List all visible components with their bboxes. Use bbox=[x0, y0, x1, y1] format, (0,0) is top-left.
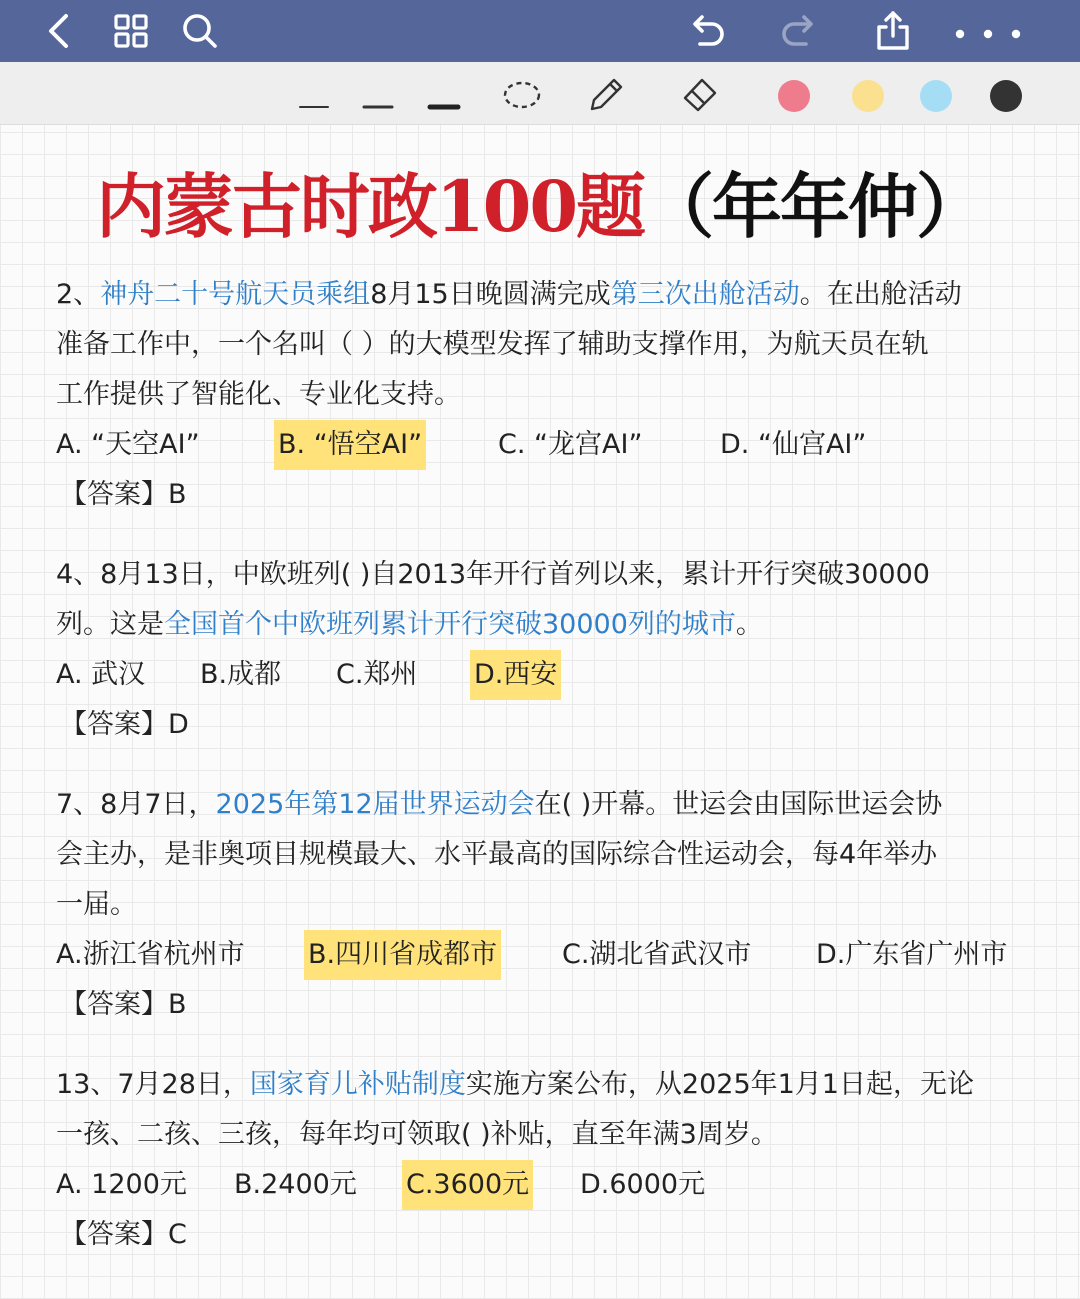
option-a[interactable]: A. “天空AI” bbox=[56, 429, 200, 460]
back-icon[interactable] bbox=[36, 8, 82, 54]
redo-icon[interactable] bbox=[776, 8, 822, 54]
question-stem-line: 一孩、二孩、三孩，每年均可领取( )补贴，直至年满3周岁。 bbox=[56, 1119, 778, 1150]
line-thick-icon[interactable] bbox=[424, 74, 464, 114]
option-d[interactable]: D. “仙宫AI” bbox=[720, 429, 867, 460]
option-a[interactable]: A. 武汉 bbox=[56, 659, 146, 690]
stem-segment: 4、8月13日，中欧班列( )自2013年开行首列以来，累计开行突破30000 bbox=[56, 559, 930, 590]
option-b[interactable]: B.2400元 bbox=[234, 1169, 357, 1200]
color-swatch-blue[interactable] bbox=[920, 80, 952, 112]
question-block bbox=[56, 1060, 1032, 1260]
grid-icon[interactable] bbox=[108, 8, 154, 54]
option-a[interactable]: A.浙江省杭州市 bbox=[56, 939, 245, 970]
answer-text: 【答案】B bbox=[60, 479, 187, 510]
option-c[interactable]: C.湖北省武汉市 bbox=[562, 939, 752, 970]
question-stem-line bbox=[56, 270, 1032, 320]
options-row bbox=[56, 650, 1032, 700]
stem-highlight: 第三次出舱活动 bbox=[610, 279, 800, 310]
question-block bbox=[56, 270, 1032, 520]
answer-text: 【答案】D bbox=[60, 709, 189, 740]
color-swatch-yellow[interactable] bbox=[852, 80, 884, 112]
answer-text: 【答案】C bbox=[60, 1219, 187, 1250]
option-d-selected[interactable]: D.西安 bbox=[470, 650, 561, 700]
share-icon[interactable] bbox=[870, 8, 916, 54]
option-a[interactable]: A. 1200元 bbox=[56, 1169, 187, 1200]
stem-highlight: 全国首个中欧班列累计开行突破30000列的城市 bbox=[164, 609, 736, 640]
question-stem-line: 准备工作中，一个名叫（ ）的大模型发挥了辅助支撑作用，为航天员在轨 bbox=[56, 329, 929, 360]
options-row bbox=[56, 420, 1032, 470]
option-c[interactable]: C. “龙宫AI” bbox=[498, 429, 643, 460]
stem-segment: 在( )开幕。世运会由国际世运会协 bbox=[534, 789, 943, 820]
color-swatch-pink[interactable] bbox=[778, 80, 810, 112]
lasso-icon[interactable] bbox=[502, 74, 542, 114]
title-main: 内蒙古时政100题 bbox=[95, 165, 645, 248]
option-d[interactable]: D.6000元 bbox=[580, 1169, 706, 1200]
option-c[interactable]: C.郑州 bbox=[336, 659, 418, 690]
question-stem-line: 会主办，是非奥项目规模最大、水平最高的国际综合性运动会，每4年举办 bbox=[56, 839, 938, 870]
top-navigation-bar bbox=[0, 0, 1080, 62]
question-block bbox=[56, 550, 1032, 750]
question-stem-line: 一届。 bbox=[56, 889, 137, 920]
stem-segment: 。 bbox=[735, 609, 763, 640]
search-icon[interactable] bbox=[176, 8, 222, 54]
stem-segment: 8月15日晚圆满完成 bbox=[370, 279, 611, 310]
undo-icon[interactable] bbox=[684, 8, 730, 54]
question-stem-line: 工作提供了智能化、专业化支持。 bbox=[56, 379, 461, 410]
stem-segment: 2、 bbox=[56, 279, 101, 310]
option-b-selected[interactable]: B. “悟空AI” bbox=[274, 420, 426, 470]
question-block bbox=[56, 780, 1032, 1030]
stem-segment: 13、7月28日， bbox=[56, 1069, 250, 1100]
eraser-icon[interactable] bbox=[680, 74, 720, 114]
line-thin-icon[interactable] bbox=[294, 74, 334, 114]
stem-highlight: 神舟二十号航天员乘组 bbox=[100, 279, 371, 310]
question-stem-line bbox=[56, 780, 1032, 830]
stem-segment: 7、8月7日， bbox=[56, 789, 216, 820]
option-b-selected[interactable]: B.四川省成都市 bbox=[304, 930, 501, 980]
answer-text: 【答案】B bbox=[60, 989, 187, 1020]
option-b[interactable]: B.成都 bbox=[200, 659, 282, 690]
question-stem-line bbox=[56, 1060, 1032, 1110]
color-swatch-black[interactable] bbox=[990, 80, 1022, 112]
options-row bbox=[56, 1160, 1032, 1210]
question-stem-line bbox=[56, 550, 1032, 600]
stem-highlight: 国家育儿补贴制度 bbox=[249, 1069, 466, 1100]
option-d[interactable]: D.广东省广州市 bbox=[816, 939, 1008, 970]
stem-segment: 列。这是 bbox=[56, 609, 164, 640]
question-stem-line bbox=[56, 600, 1032, 650]
pencil-icon[interactable] bbox=[586, 74, 626, 114]
stem-highlight: 2025年第12届世界运动会 bbox=[215, 789, 535, 820]
stem-segment: 实施方案公布，从2025年1月1日起，无论 bbox=[465, 1069, 974, 1100]
more-icon[interactable] bbox=[952, 8, 1026, 54]
page-title bbox=[0, 162, 1080, 252]
drawing-toolbar bbox=[0, 62, 1080, 125]
stem-segment: 。在出舱活动 bbox=[799, 279, 962, 310]
line-medium-icon[interactable] bbox=[358, 74, 398, 114]
options-row bbox=[56, 930, 1032, 980]
option-c-selected[interactable]: C.3600元 bbox=[402, 1160, 533, 1210]
title-author: （年年仲） bbox=[644, 165, 985, 248]
